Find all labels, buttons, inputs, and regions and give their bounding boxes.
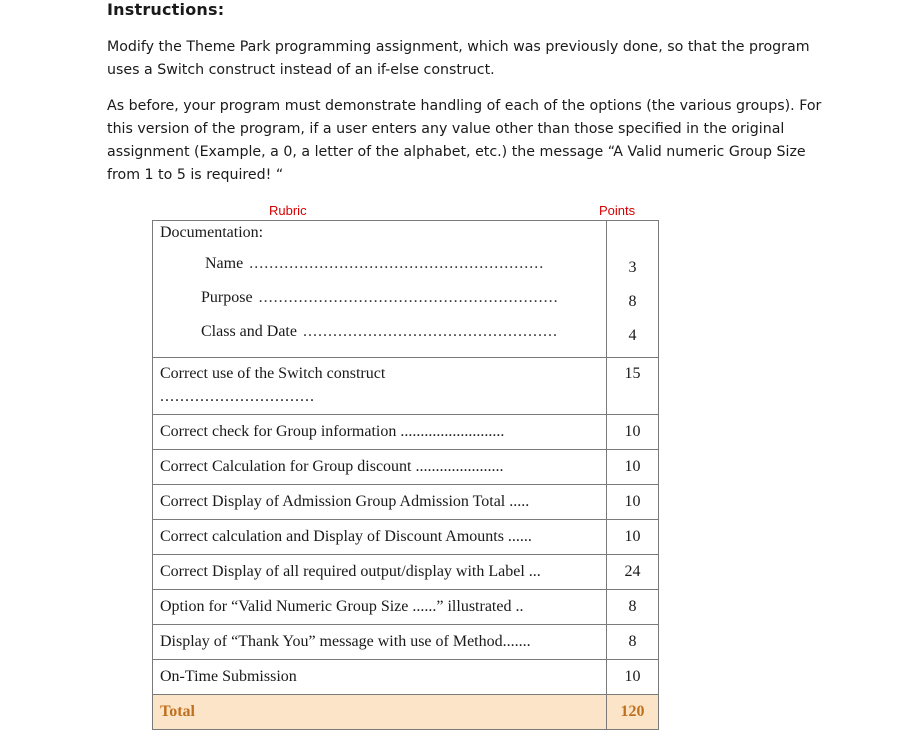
rubric-table [152,220,659,730]
doc-item-purpose [160,289,606,323]
documentation-label: Documentation: [160,224,264,241]
leader-dots: ................................................... [302,323,558,340]
points-value: 4 [628,327,637,344]
table-row-switch [153,358,659,415]
leader-dots: ........................................................... [249,255,545,272]
leader-dots: ............................................................ [258,289,559,306]
criterion-label: Option for “Valid Numeric Group Size ......” illustrated .. [153,590,607,625]
criterion-label: Correct Display of all required output/display with Label ... [153,555,607,590]
table-row [153,485,659,520]
table-row [153,415,659,450]
points-value: 15 [607,358,659,415]
table-row [153,450,659,485]
table-row-documentation [153,221,659,358]
table-row [153,625,659,660]
points-value: 10 [607,520,659,555]
table-row [153,590,659,625]
doc-item-label: Purpose [201,289,253,306]
points-value: 10 [607,660,659,695]
instructions-paragraph-2: As before, your program must demonstrate handling of each of the options (the various groups). For this version of the program, if a user enters any value other than those specified in the original assignment (Example, a 0, a letter of the alphabet, etc.) the message “A Valid numeric Group Size from 1 to 5 is required! “ [107,98,822,183]
criterion-cell [153,358,607,415]
points-value: 10 [607,450,659,485]
points-value: 24 [607,555,659,590]
criterion-label: On-Time Submission [153,660,607,695]
table-row-total [153,695,659,730]
documentation-cell [153,221,607,358]
table-row [153,555,659,590]
documentation-points-cell [607,221,659,358]
leader-dots: ............................... [160,388,315,405]
doc-item-class-date [160,323,606,357]
doc-item-label: Name [205,255,244,272]
total-points: 120 [607,695,659,730]
rubric-column-header: Rubric [269,203,307,218]
criterion-label: Correct check for Group information .......................... [153,415,607,450]
points-value: 8 [628,293,637,310]
criterion-label: Correct Calculation for Group discount ...................... [153,450,607,485]
points-column-header: Points [599,203,636,218]
points-value: 8 [607,625,659,660]
points-value: 10 [607,485,659,520]
points-value: 10 [607,415,659,450]
total-label: Total [153,695,607,730]
instructions-paragraph-1: Modify the Theme Park programming assignment, which was previously done, so that the program uses a Switch construct instead of an if-else construct. [107,39,810,78]
criterion-label: Display of “Thank You” message with use of Method....... [153,625,607,660]
points-value: 3 [628,259,637,276]
instructions-heading: Instructions: [107,0,225,19]
criterion-label: Correct Display of Admission Group Admission Total ..... [153,485,607,520]
table-row [153,660,659,695]
table-row [153,520,659,555]
doc-item-name [160,255,606,289]
criterion-label: Correct use of the Switch construct [160,365,386,382]
doc-item-label: Class and Date [201,323,297,340]
criterion-label: Correct calculation and Display of Discount Amounts ...... [153,520,607,555]
points-value: 8 [607,590,659,625]
